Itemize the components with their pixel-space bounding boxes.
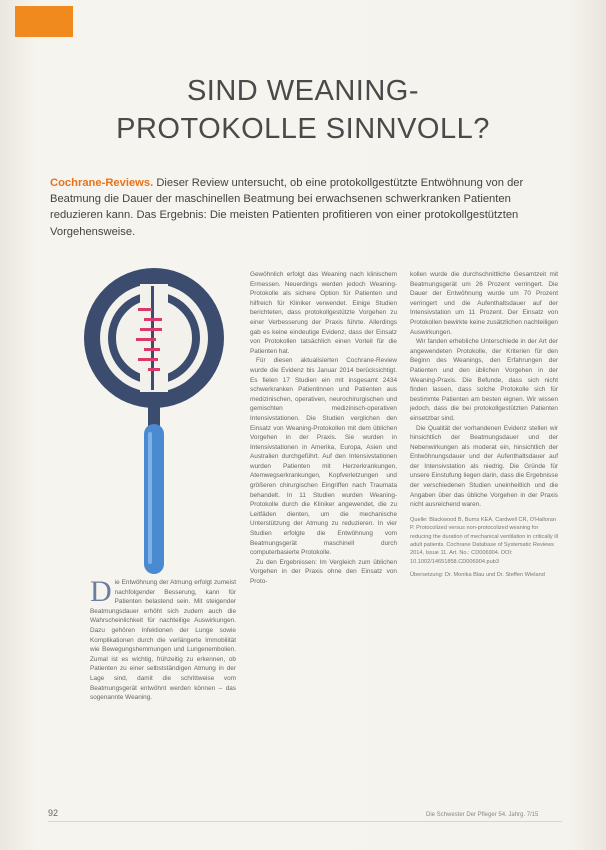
col1-text: ie Entwöhnung der Atmung erfolgt zumeist nachfolgender Besserung, kann für Patienten belastend sein. Mit steigender Beatmungsdauer erhöht sich zudem auch die Wahrscheinlichkeit für nachteilige Auswirkungen. Dazu gehören Infektionen der Lunge sowie Komplikationen durch die verlängerte Immobilität wie Bewegungshemmungen und Lungenembolien. Zumal ist es wichtig, frühzeitig zu erkennen, ob Patienten zu einer selbstständigen Atmung in der Lage sind, damit die schrittweise vom Beatmungsgerät entwöhnt werden können – das sogenannte Weaning.	[90, 579, 236, 702]
article-lead	[50, 175, 562, 240]
text-column-1	[90, 575, 236, 703]
magnifying-glass-illustration	[82, 266, 232, 576]
references	[410, 516, 558, 580]
text-column-2	[250, 270, 397, 587]
col2-paragraph-2: Für diesen aktualisierten Cochrane-Review wurde die Evidenz bis Januar 2014 berücksichtigt. Es fielen 17 Studien ein mit insgesamt 2434 schwerkranken Patientinnen und Patienten aus medizinischen, operativen, neurochirurgischen und gemischten medizinisch-operativen Intensivstationen. Die Studien verglichen den Einsatz von Weaning-Protokollen mit dem üblichen Vorgehen in der Praxis. Sie wurden in Intensivstationen in Amerika, Europa, Asien und Australien durchgeführt. Auf den Intensivstationen wurden Patienten mit Herzerkrankungen, Atemwegserkrankungen, Kopfverletzungen und größeren chirurgischen Eingriffen nach Traumata behandelt. In 11 Studien wurden Weaning-Protokolle durch die Kliniker angewendet, die zu Leitfäden dienten, um die mechanische Unterstützung der Atmung zu reduzieren. In vier Studien erfolgte die Entwöhnung vom Beatmungsgerät maschinell durch computerbasierte Protokolle.	[250, 357, 397, 557]
article-title	[0, 72, 606, 148]
col3-paragraph-1: kollen wurde die durchschnittliche Gesamtzeit mit Beatmungsgerät um 26 Prozent verringert. Die Dauer der Entwöhnung wurde um 70 Prozent verringert und die Aufenthaltsdauer auf der Intensivstation um 11 Prozent. Der Einsatz von Protokollen bewirkte keine zusätzlichen nachteiligen Auswirkungen.	[410, 271, 558, 336]
col3-paragraph-2: Wir fanden erhebliche Unterschiede in der Art der angewendeten Protokolle, der Kriterien für den Beginn des Weanings, den Erfahrungen der Patienten und den üblichen Vorgehen in der Weaning-Praxis. Die Befunde, dass sich nicht finden lassen, dass solche Protokolle sich für bestimmte Patienten am besten eignen. Wir wissen jedoch, dass die bei protokollgestützten Patienten einsetzbar sind.	[410, 338, 558, 422]
col3-paragraph-3: Die Qualität der vorhandenen Evidenz stellen wir hinsichtlich der Beatmungsdauer und der Nebenwirkungen als moderat ein, hinsichtlich der Entwöhnungsdauer und der Aufenthaltsdauer auf der Intensivstation als niedrig. Die Gründe für unsere Einstufung liegen darin, dass die Ergebnisse der verschiedenen Studien uneinheitlich und die Angaben über das übliche Vorgehen in der Praxis nicht ausreichend waren.	[410, 424, 558, 509]
text-column-3	[410, 270, 558, 585]
page-number: 92	[48, 808, 59, 818]
handle-highlight	[148, 432, 152, 564]
drop-cap: D	[90, 575, 112, 608]
reference-source: Quelle: Blackwood B, Burns KEA, Cardwell CR, O'Halloran P. Protocolized versus non-protocolized weaning for reducing the duration of mechanical ventilation in critically ill adult patients. Cochrane Database of Systematic Reviews 2014, Issue 11. Art. No.: CD006904. DOI: 10.1002/14651858.CD006904.pub3	[410, 516, 558, 565]
lead-text: Dieser Review untersucht, ob eine protokollgestützte Entwöhnung von der Beatmung die Dauer der maschinellen Beatmung bei erwachsenen schwerkranken Patienten reduzieren kann. Das Ergebnis: Die meisten Patienten profitieren von einer protokollgestützten Vorgehensweise.	[50, 177, 524, 238]
section-color-tab	[15, 6, 73, 37]
reference-translation: Übersetzung: Dr. Monika Blau und Dr. Steffen Wieland	[410, 572, 545, 579]
lead-kicker: Cochrane-Reviews.	[50, 177, 154, 189]
journal-footer: Die Schwester Der Pfleger 54. Jahrg. 7/15	[426, 812, 539, 818]
col2-paragraph-1: Gewöhnlich erfolgt das Weaning nach klinischem Ermessen. Neuerdings werden jedoch Weaning-Protokolle als sichere Option für Patienten und hilfreich für Kliniker verwendet. Einige Studien berichteten, dass protokollgestützte Vorgehen zu einer Verbesserung der Praxis führte. Allerdings gab es keine eindeutige Evidenz, dass der Einsatz von Protokollen tatsächlich einen Vorteil für die Patienten hat.	[250, 271, 397, 355]
title-line-2: PROTOKOLLE SINNVOLL?	[116, 113, 490, 145]
col1-paragraph	[90, 575, 236, 703]
handle-neck	[148, 406, 160, 426]
title-line-1: SIND WEANING-	[186, 75, 420, 107]
footer-rule	[48, 821, 562, 822]
handle	[144, 424, 164, 574]
col2-paragraph-3: Zu den Ergebnissen: Im Vergleich zum üblichen Vorgehen in der Praxis ohne den Einsatz von Proto-	[250, 558, 397, 585]
